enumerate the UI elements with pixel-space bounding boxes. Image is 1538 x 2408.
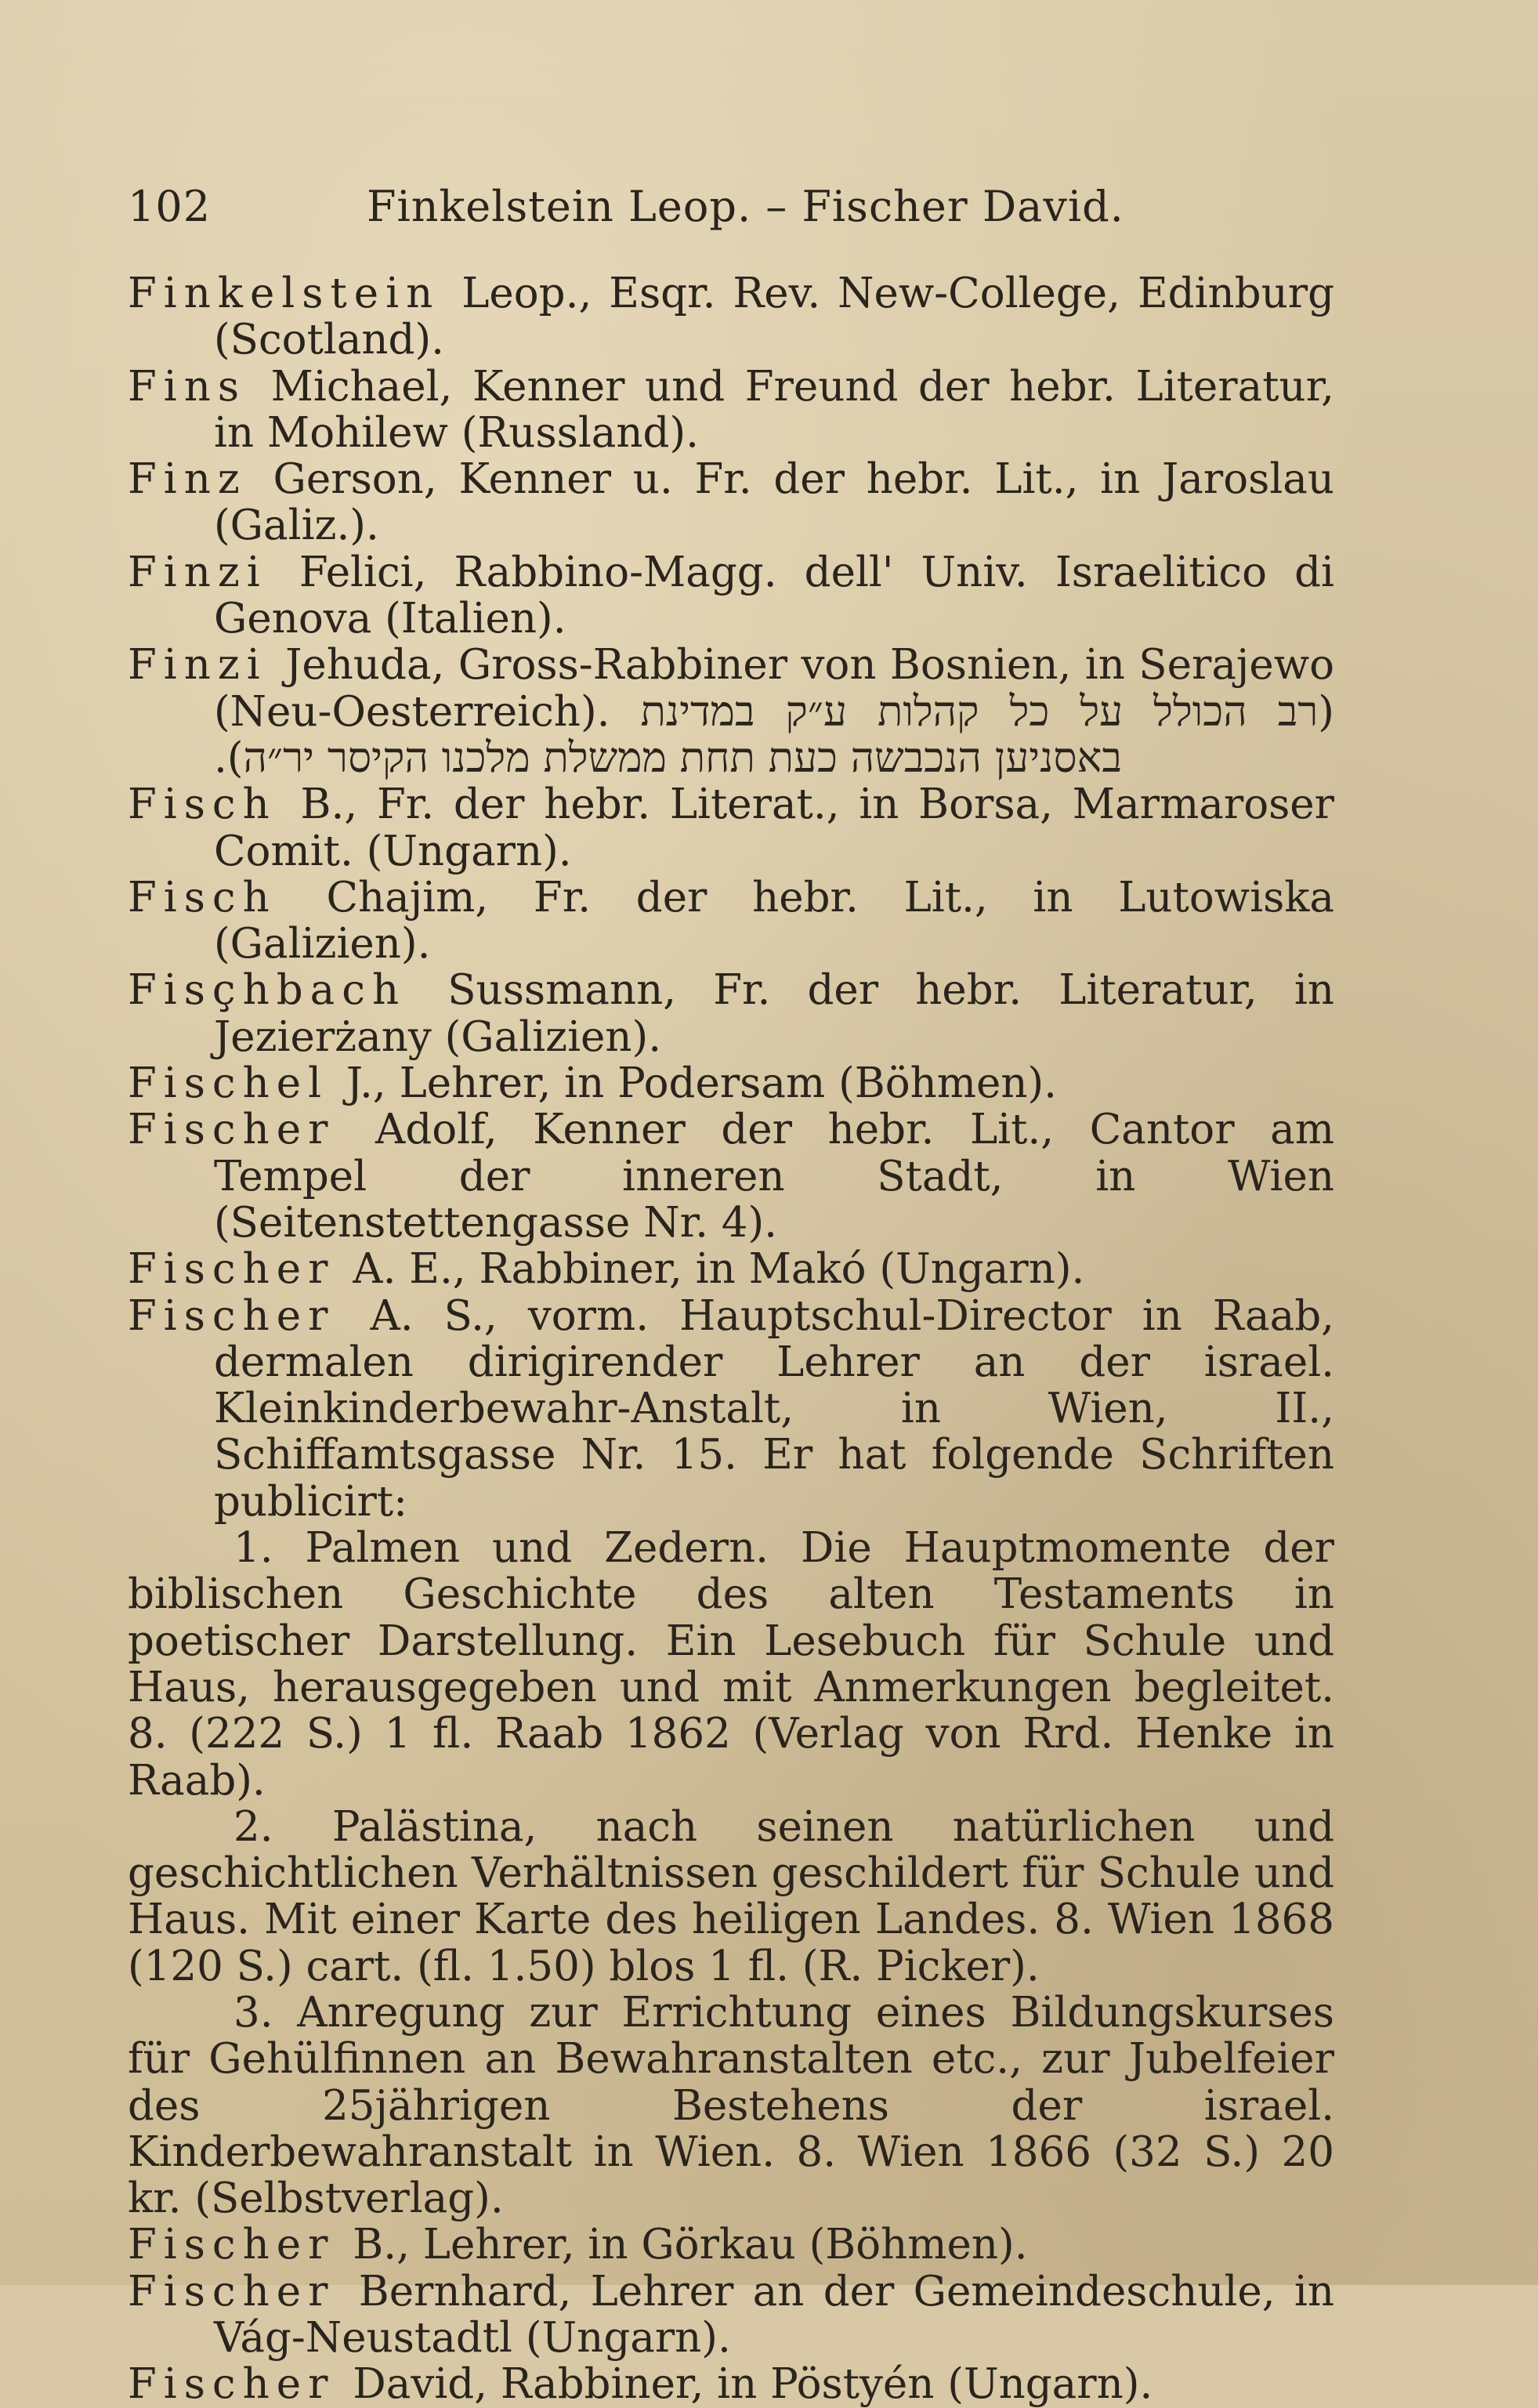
entry bbox=[128, 270, 1334, 364]
entry-name: Fins bbox=[128, 362, 247, 411]
entry-text: Gerson, Kenner u. Fr. der hebr. Lit., in Jaroslau (Galiz.). bbox=[214, 455, 1334, 550]
entry-name: Fisch bbox=[128, 873, 277, 922]
entry-name: Fisch bbox=[128, 780, 277, 829]
entry-name: Finzi bbox=[128, 641, 267, 690]
entry bbox=[128, 2222, 1334, 2268]
entry bbox=[128, 549, 1334, 643]
publication-item: 1. Palmen und Zedern. Die Hauptmomente der biblischen Geschichte des alten Testaments in poetischer Darstellung. Ein Lesebuch für Schule und Haus, herausgegeben und mit Anmerkungen begleitet. 8. (222 S.) 1 fl. Raab 1862 (Verlag von Rrd. Henke in Raab). bbox=[128, 1524, 1334, 1805]
entry bbox=[128, 2269, 1334, 2362]
entry-name: Fischel bbox=[128, 1059, 329, 1108]
entry-text: Sussmann, Fr. der hebr. Literatur, in Jezierżany (Galizien). bbox=[214, 966, 1334, 1061]
entry bbox=[128, 1293, 1334, 1525]
entry-name: Fischer bbox=[128, 2267, 335, 2316]
entry bbox=[128, 1060, 1334, 1106]
entry bbox=[128, 2361, 1334, 2407]
entry-text: J., Lehrer, in Podersam (Böhmen). bbox=[333, 1059, 1058, 1108]
entry-text: Adolf, Kenner der hebr. Lit., Cantor am Tempel der inneren Stadt, in Wien (Seitenstettengasse Nr. 4). bbox=[214, 1106, 1334, 1247]
entry-text: A. E., Rabbiner, in Makó (Ungarn). bbox=[339, 1245, 1085, 1294]
entry-name: Fischer bbox=[128, 1291, 335, 1340]
entry bbox=[128, 1246, 1334, 1292]
entry-text: Chajim, Fr. der hebr. Lit., in Lutowiska (Galizien). bbox=[214, 873, 1334, 969]
entry bbox=[128, 1106, 1334, 1246]
entry-name: Fischer bbox=[128, 2221, 335, 2269]
entry-text: B., Lehrer, in Görkau (Böhmen). bbox=[339, 2221, 1028, 2269]
entry-text: B., Fr. der hebr. Literat., in Borsa, Marmaroser Comit. (Ungarn). bbox=[214, 780, 1334, 875]
publication-item: 3. Anregung zur Errichtung eines Bildungskurses für Gehülfinnen an Bewahranstalten etc., zur Jubelfeier des 25jährigen Bestehens der israel. Kinderbewahranstalt in Wien. 8. Wien 1866 (32 S.) 20 kr. (Selbstverlag). bbox=[128, 1988, 1334, 2223]
page-header bbox=[128, 182, 1124, 231]
publication-item: 2. Palästina, nach seinen natürlichen und geschichtlichen Verhältnissen geschildert für Schule und Haus. Mit einer Karte des heiligen Landes. 8. Wien 1868 (120 S.) cart. (fl. 1.50) blos 1 fl. (R. Picker). bbox=[128, 1802, 1334, 1990]
running-title: Finkelstein Leop. – Fischer David. bbox=[367, 182, 1124, 231]
entry bbox=[128, 781, 1334, 874]
entry-text: A. S., vorm. Hauptschul-Director in Raab, dermalen dirigirender Lehrer an der israel. Kleinkinderbewahr-Anstalt, in Wien, II., Schiffamtsgasse Nr. 15. Er hat folgende Schriften publicirt: bbox=[214, 1291, 1334, 1526]
entry-name: Fischer bbox=[128, 1106, 335, 1154]
directory-text bbox=[128, 270, 1334, 2408]
page-number: 102 bbox=[128, 182, 212, 231]
entry-text: Jehuda, Gross-Rabbiner von Bosnien, in Serajewo (Neu-Oesterreich). bbox=[214, 641, 1334, 736]
entry bbox=[128, 456, 1334, 549]
entry-name: Fisçhbach bbox=[128, 966, 407, 1015]
entry bbox=[128, 364, 1334, 457]
entry-name: Fischer bbox=[128, 1245, 335, 1294]
entry bbox=[128, 642, 1334, 781]
entry-name: Finz bbox=[128, 455, 247, 504]
hebrew-note: (רב הכולל על כל קהלות ע״ק במדינת באסניען הנכבשה כעת תחת ממשלת מלכנו הקיסר יר״ה). bbox=[214, 687, 1334, 782]
entry bbox=[128, 967, 1334, 1060]
entry-text: Felici, Rabbino-Magg. dell' Univ. Israelitico di Genova (Italien). bbox=[214, 548, 1334, 643]
entry-name: Finzi bbox=[128, 548, 267, 596]
entry bbox=[128, 874, 1334, 968]
entry-name: Fischer bbox=[128, 2360, 335, 2408]
entry-text: David, Rabbiner, in Pöstyén (Ungarn). bbox=[339, 2360, 1153, 2408]
entry-text: Leop., Esqr. Rev. New-College, Edinburg (Scotland). bbox=[214, 270, 1334, 364]
entry-text: Michael, Kenner und Freund der hebr. Literatur, in Mohilew (Russland). bbox=[214, 362, 1334, 457]
entry-text: Bernhard, Lehrer an der Gemeindeschule, in Vág-Neustadtl (Ungarn). bbox=[214, 2267, 1334, 2363]
entry-name: Finkelstein bbox=[128, 270, 440, 317]
